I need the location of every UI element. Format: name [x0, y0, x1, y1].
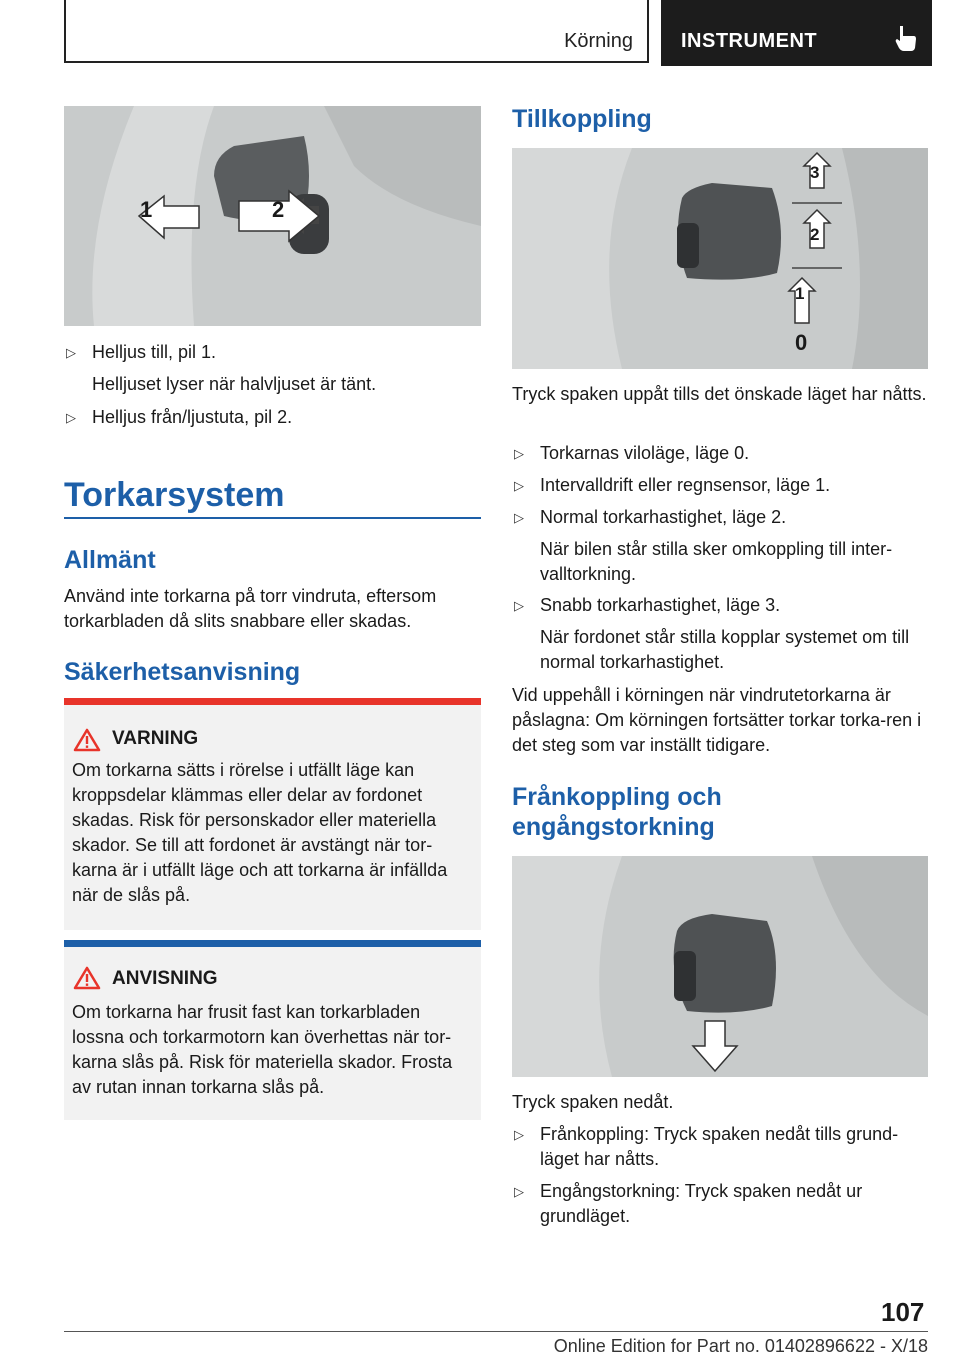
figure-label-3: 3	[810, 163, 820, 182]
list-item: ▷ Torkarnas viloläge, läge 0.	[512, 441, 928, 466]
bullet-triangle-icon: ▷	[66, 410, 76, 425]
list-item: ▷ Normal torkarhastighet, läge 2.	[512, 505, 928, 530]
list-item: ▷ Snabb torkarhastighet, läge 3.	[512, 593, 928, 618]
wiper-positions-figure	[512, 148, 928, 369]
paragraph: Använd inte torkarna på torr vindruta, eftersom torkarbladen då slits snabbare eller skadas.	[64, 586, 437, 631]
chapter-label: INSTRUMENT	[681, 30, 818, 52]
figure-label-1: 1	[795, 284, 805, 303]
subheading-safety: Säkerhetsanvisning	[64, 658, 301, 686]
notice-box	[64, 940, 481, 1120]
list-item-detail: När bilen står stilla sker omkoppling till inter-valltorkning.	[540, 539, 893, 584]
bullet-triangle-icon: ▷	[514, 1127, 524, 1142]
hand-pointer-icon	[894, 24, 918, 52]
bullet-triangle-icon: ▷	[514, 1184, 524, 1199]
figure-label-0: 0	[795, 330, 808, 355]
notice-bar	[64, 940, 481, 947]
warning-triangle-icon	[73, 728, 101, 752]
figure-label-2: 2	[272, 197, 285, 222]
bullet-triangle-icon: ▷	[514, 446, 524, 461]
list-item: ▷ Intervalldrift eller regnsensor, läge 1.	[512, 473, 928, 498]
list-item-detail: När fordonet står stilla kopplar systemet om till normal torkarhastighet.	[540, 627, 910, 672]
list-item: ▷ Engångstorkning: Tryck spaken nedåt ur grundläget.	[514, 1181, 863, 1226]
subheading-tillkoppling: Tillkoppling	[512, 105, 652, 133]
section-tab	[64, 0, 649, 63]
warning-box	[64, 698, 481, 930]
section-heading: Torkarsystem	[64, 476, 285, 514]
subheading-frankoppling: Frånkoppling och engångstorkning	[512, 783, 722, 841]
warning-title: VARNING	[112, 728, 199, 749]
bullet-triangle-icon: ▷	[514, 478, 524, 493]
footer-rule	[64, 1331, 928, 1332]
page-number: 107	[881, 1297, 925, 1327]
section-label: Körning	[564, 30, 633, 52]
bullet-triangle-icon: ▷	[514, 598, 524, 613]
list-item-detail: Helljuset lyser när halvljuset är tänt.	[92, 374, 377, 394]
notice-triangle-icon	[73, 966, 101, 990]
page-header	[64, 0, 932, 66]
list-item: ▷ Frånkoppling: Tryck spaken nedåt tills grund-läget har nåtts.	[514, 1124, 899, 1169]
figure-label-1: 1	[140, 197, 153, 222]
paragraph: Tryck spaken uppåt tills det önskade läget har nåtts.	[512, 384, 927, 404]
paragraph: Tryck spaken nedåt.	[512, 1092, 674, 1112]
figure-label-2: 2	[810, 225, 820, 244]
list-item: ▷ Helljus från/ljustuta, pil 2.	[64, 405, 481, 430]
subheading-allmant: Allmänt	[64, 546, 156, 574]
warning-bar	[64, 698, 481, 705]
chapter-tab	[661, 0, 932, 66]
footer-text: Online Edition for Part no. 01402896622 - X/18	[553, 1336, 928, 1356]
notice-title: ANVISNING	[112, 968, 218, 989]
notice-text: Om torkarna har frusit fast kan torkarbladen lossna och torkarmotorn kan överhettas när tor-karna slås på. Risk för materiella skador. Frosta av rutan innan torkarna slås på.	[72, 1002, 453, 1097]
warning-text: Om torkarna sätts i rörelse i utfällt läge kan kroppsdelar klämmas eller delar av fordonet skadas. Risk för personskador eller materiella skador. Se till att fordonet är avstängt när tor-karna är i utfällt läge och att torkarna är infällda när de slås på.	[72, 760, 448, 905]
heading-rule	[64, 517, 481, 519]
list-item: ▷ Helljus till, pil 1.	[64, 340, 481, 365]
wiper-off-figure	[512, 856, 928, 1077]
paragraph: Vid uppehåll i körningen när vindrutetorkarna är påslagna: Om körningen fortsätter torkar torka-ren i det steg som var inställt tidigare.	[512, 685, 922, 755]
bullet-triangle-icon: ▷	[514, 510, 524, 525]
bullet-triangle-icon: ▷	[66, 345, 76, 360]
